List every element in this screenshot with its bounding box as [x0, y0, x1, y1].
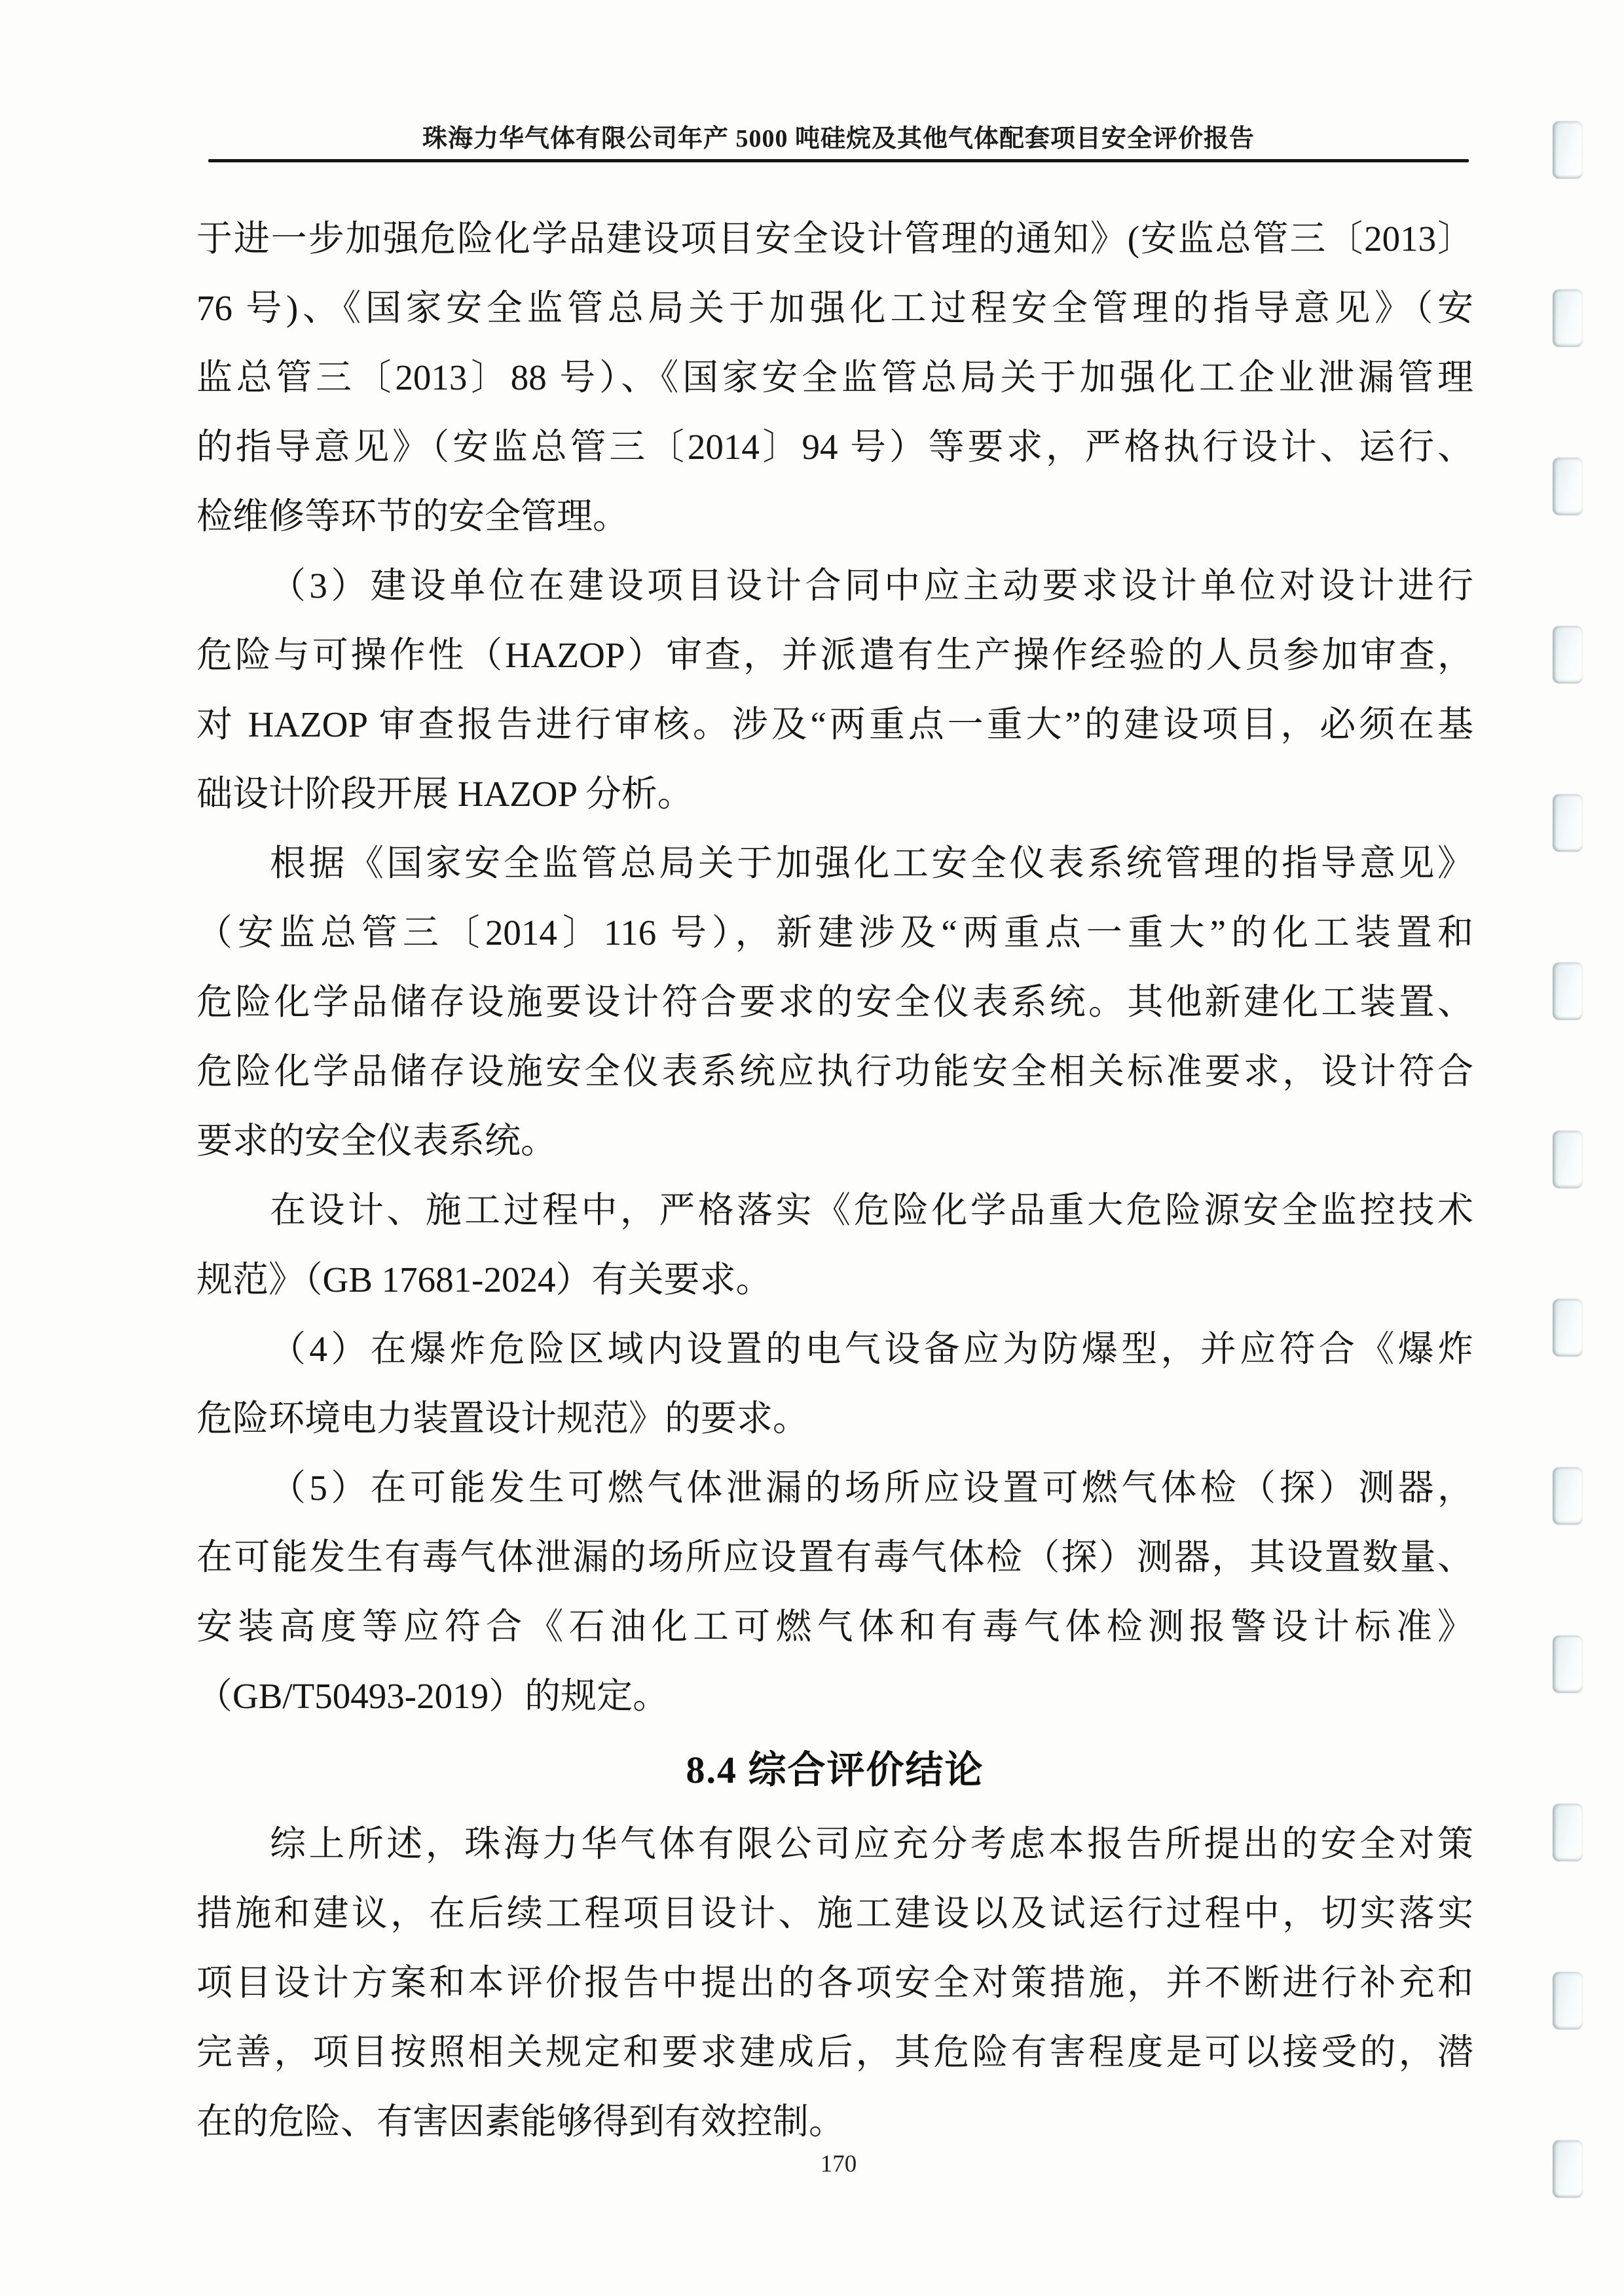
- text-line: （安监总管三〔2014〕116 号），新建涉及“两重点一重大”的化工装置和: [196, 913, 1473, 953]
- binding-holes-column: [1545, 0, 1624, 2296]
- text-line: （4）在爆炸危险区域内设置的电气设备应为防爆型，并应符合《爆炸: [270, 1329, 1473, 1369]
- binding-hole-mark: [1553, 962, 1583, 1020]
- binding-hole-mark: [1553, 1299, 1583, 1357]
- text-line: 危险化学品储存设施要设计符合要求的安全仪表系统。其他新建化工装置、: [196, 982, 1473, 1022]
- binding-hole-mark: [1553, 121, 1583, 179]
- text-line: 础设计阶段开展 HAZOP 分析。: [196, 774, 693, 814]
- binding-hole-mark: [1553, 2140, 1583, 2198]
- text-line: 危险化学品储存设施安全仪表系统应执行功能安全相关标准要求，设计符合: [196, 1051, 1473, 1091]
- paragraph: [196, 1176, 1473, 1315]
- text-line: 于进一步加强危险化学品建设项目安全设计管理的通知》(安监总管三〔2013〕: [196, 219, 1473, 259]
- paragraph: [196, 1810, 1473, 2157]
- binding-hole-mark: [1553, 458, 1583, 515]
- text-line: 根据《国家安全监管总局关于加强化工安全仪表系统管理的指导意见》: [270, 843, 1473, 883]
- text-line: （5）在可能发生可燃气体泄漏的场所应设置可燃气体检（探）测器，: [270, 1468, 1473, 1508]
- text-line: 危险环境电力装置设计规范》的要求。: [196, 1398, 809, 1438]
- paragraph: [196, 551, 1473, 829]
- binding-hole-mark: [1553, 1467, 1583, 1525]
- running-header-title: 珠海力华气体有限公司年产 5000 吨硅烷及其他气体配套项目安全评价报告: [422, 125, 1255, 153]
- text-line: 措施和建议，在后续工程项目设计、施工建设以及试运行过程中，切实落实: [196, 1893, 1473, 1933]
- text-line: 在可能发生有毒气体泄漏的场所应设置有毒气体检（探）测器，其设置数量、: [196, 1537, 1473, 1577]
- paragraph: [196, 1315, 1473, 1453]
- text-line: 在设计、施工过程中，严格落实《危险化学品重大危险源安全监控技术: [270, 1190, 1473, 1230]
- text-line: 的指导意见》（安监总管三〔2014〕94 号）等要求，严格执行设计、运行、: [196, 427, 1473, 467]
- document-body: [196, 204, 1473, 2157]
- binding-hole-mark: [1553, 626, 1583, 683]
- text-line: 完善，项目按照相关规定和要求建成后，其危险有害程度是可以接受的，潜: [196, 2032, 1473, 2072]
- section-heading: 8.4 综合评价结论: [686, 1749, 984, 1791]
- binding-hole-mark: [1553, 794, 1583, 852]
- text-line: 危险与可操作性（HAZOP）审查，并派遣有生产操作经验的人员参加审查，: [196, 635, 1473, 675]
- body-paragraphs-bottom: [196, 1810, 1473, 2157]
- page-number: 170: [820, 2151, 857, 2178]
- body-paragraphs-top: [196, 204, 1473, 1731]
- header-rule: [208, 159, 1469, 162]
- text-line: 综上所述，珠海力华气体有限公司应充分考虑本报告所提出的安全对策: [270, 1824, 1473, 1864]
- binding-hole-mark: [1553, 1635, 1583, 1693]
- binding-hole-mark: [1553, 1131, 1583, 1188]
- text-line: 对 HAZOP 审查报告进行审核。涉及“两重点一重大”的建设项目，必须在基: [196, 704, 1473, 744]
- text-line: 检维修等环节的安全管理。: [196, 496, 629, 536]
- binding-hole-mark: [1553, 1972, 1583, 2030]
- binding-hole-mark: [1553, 289, 1583, 347]
- text-line: 项目设计方案和本评价报告中提出的各项安全对策措施，并不断进行补充和: [196, 1963, 1473, 2003]
- paragraph: [196, 1453, 1473, 1731]
- binding-hole-mark: [1553, 1804, 1583, 1861]
- text-line: 安装高度等应符合《石油化工可燃气体和有毒气体检测报警设计标准》: [196, 1607, 1473, 1647]
- text-line: 要求的安全仪表系统。: [196, 1121, 557, 1161]
- text-line: 76 号)、《国家安全监管总局关于加强化工过程安全管理的指导意见》（安: [196, 288, 1473, 328]
- text-line: 在的危险、有害因素能够得到有效控制。: [196, 2102, 845, 2141]
- paragraph: [196, 204, 1473, 551]
- text-line: 规范》（GB 17681-2024）有关要求。: [196, 1260, 772, 1300]
- paragraph: [196, 829, 1473, 1176]
- text-line: （GB/T50493-2019）的规定。: [196, 1676, 669, 1716]
- text-line: 监总管三〔2013〕88 号）、《国家安全监管总局关于加强化工企业泄漏管理: [196, 357, 1473, 397]
- text-line: （3）建设单位在建设项目设计合同中应主动要求设计单位对设计进行: [270, 566, 1473, 606]
